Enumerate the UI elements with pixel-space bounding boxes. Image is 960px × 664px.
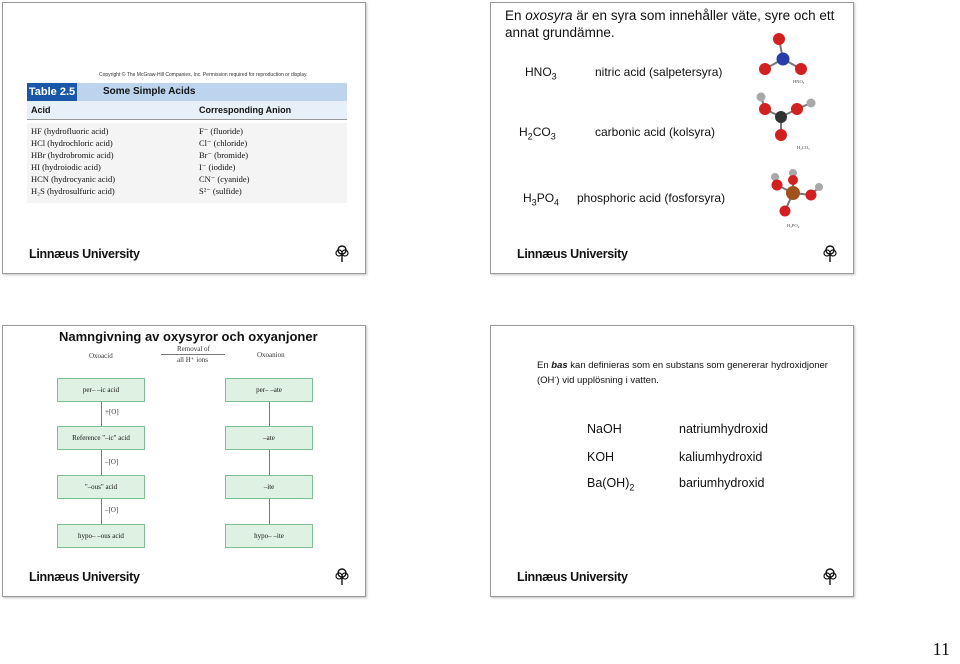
box-per-ic-acid: per– –ic acid	[57, 378, 145, 402]
university-logo: Linnæus University	[517, 247, 628, 261]
box-hypo-ous-acid: hypo– –ous acid	[57, 524, 145, 548]
col-acid: Acid	[31, 105, 51, 115]
tree-logo-icon	[823, 568, 837, 586]
connector-line	[269, 402, 270, 426]
formula-hno3: $HNO_3$	[525, 65, 557, 82]
mol-caption: H₃PO₄	[787, 223, 800, 228]
table-row: H₂S (hydrosulfuric acid)	[31, 186, 115, 196]
connector-line	[101, 499, 102, 524]
slide-acids-table	[2, 2, 366, 274]
removal-label-2: all H⁺ ions	[177, 356, 208, 364]
step-label: –[O]	[105, 458, 119, 466]
h3po4-molecule-icon	[763, 167, 827, 223]
base-name: bariumhydroxid	[679, 476, 765, 490]
table-row: HI (hydroiodic acid)	[31, 162, 101, 172]
base-name: kaliumhydroxid	[679, 450, 763, 464]
table-cell-anion: I⁻ (iodide)	[199, 162, 236, 172]
h2co3-molecule-icon	[749, 91, 825, 145]
connector-line	[101, 402, 102, 426]
arrow-line	[161, 354, 225, 355]
table-cell-anion: S²⁻ (sulfide)	[199, 186, 242, 196]
slide-title: Namngivning av oxysyror och oxyanjoner	[59, 329, 318, 344]
slide-naming-flowchart	[2, 325, 366, 597]
base-definition: En bas kan definieras som en substans som genererar hydroxidjoner (OH-) vid upplösning i vatten.	[537, 360, 828, 387]
tree-logo-icon	[823, 245, 837, 263]
table-cell-anion: CN⁻ (cyanide)	[199, 174, 250, 184]
table-cell-anion: F⁻ (fluoride)	[199, 126, 243, 136]
oxoacid-label: Oxoacid	[89, 352, 113, 360]
base-formula: NaOH	[587, 422, 622, 436]
col-anion: Corresponding Anion	[199, 105, 292, 115]
acid-name: carbonic acid (kolsyra)	[595, 125, 716, 139]
base-formula: $Ba(OH)_2$	[587, 476, 635, 493]
intro-text: En oxosyra är en syra som innehåller väte, syre och ett annat grundämne.	[505, 8, 835, 40]
box-ite: –ite	[225, 475, 313, 499]
acid-name: phosphoric acid (fosforsyra)	[577, 191, 726, 205]
column-headers	[27, 101, 347, 120]
box-per-ate: per– –ate	[225, 378, 313, 402]
oxoanion-label: Oxoanion	[257, 351, 285, 359]
university-logo: Linnæus University	[517, 570, 628, 584]
slide-oxoacids	[490, 2, 854, 274]
university-logo: Linnæus University	[29, 570, 140, 584]
formula-h3po4: $H_3PO_4$	[523, 191, 560, 208]
table-label: Table 2.5	[27, 83, 77, 101]
table-row: HBr (hydrobromic acid)	[31, 150, 114, 160]
page-number: 11	[932, 639, 950, 659]
connector-line	[269, 499, 270, 524]
table-cell-anion: Br⁻ (bromide)	[199, 150, 249, 160]
acid-table-body	[27, 123, 347, 203]
table-cell-anion: Cl⁻ (chloride)	[199, 138, 248, 148]
copyright-note: Copyright © The McGraw-Hill Companies, Inc. Permission required for reproduction or display.	[99, 72, 308, 78]
slide-bases	[490, 325, 854, 597]
base-name: natriumhydroxid	[679, 422, 768, 436]
step-label: –[O]	[105, 506, 119, 514]
hno3-molecule-icon	[753, 29, 815, 87]
box-hypo-ite: hypo– –ite	[225, 524, 313, 548]
table-row: HF (hydrofluoric acid)	[31, 126, 109, 136]
connector-line	[269, 450, 270, 475]
table-title: Some Simple Acids	[103, 86, 196, 97]
box-ic-acid: Reference "–ic" acid	[57, 426, 145, 450]
box-ate: –ate	[225, 426, 313, 450]
step-label: +[O]	[105, 408, 119, 416]
connector-line	[101, 450, 102, 475]
table-header	[27, 83, 347, 102]
tree-logo-icon	[335, 568, 349, 586]
base-formula: KOH	[587, 450, 615, 464]
table-row: HCN (hydrocyanic acid)	[31, 174, 116, 184]
acid-name: nitric acid (salpetersyra)	[595, 65, 723, 79]
mol-caption: H₂CO₃	[797, 145, 810, 150]
removal-label: Removal of	[177, 345, 210, 353]
tree-logo-icon	[335, 245, 349, 263]
formula-h2co3: $H_2CO_3$	[519, 125, 556, 142]
university-logo: Linnæus University	[29, 247, 140, 261]
box-ous-acid: "–ous" acid	[57, 475, 145, 499]
table-row: HCl (hydrochloric acid)	[31, 138, 113, 148]
mol-caption: HNO₃	[793, 79, 805, 84]
